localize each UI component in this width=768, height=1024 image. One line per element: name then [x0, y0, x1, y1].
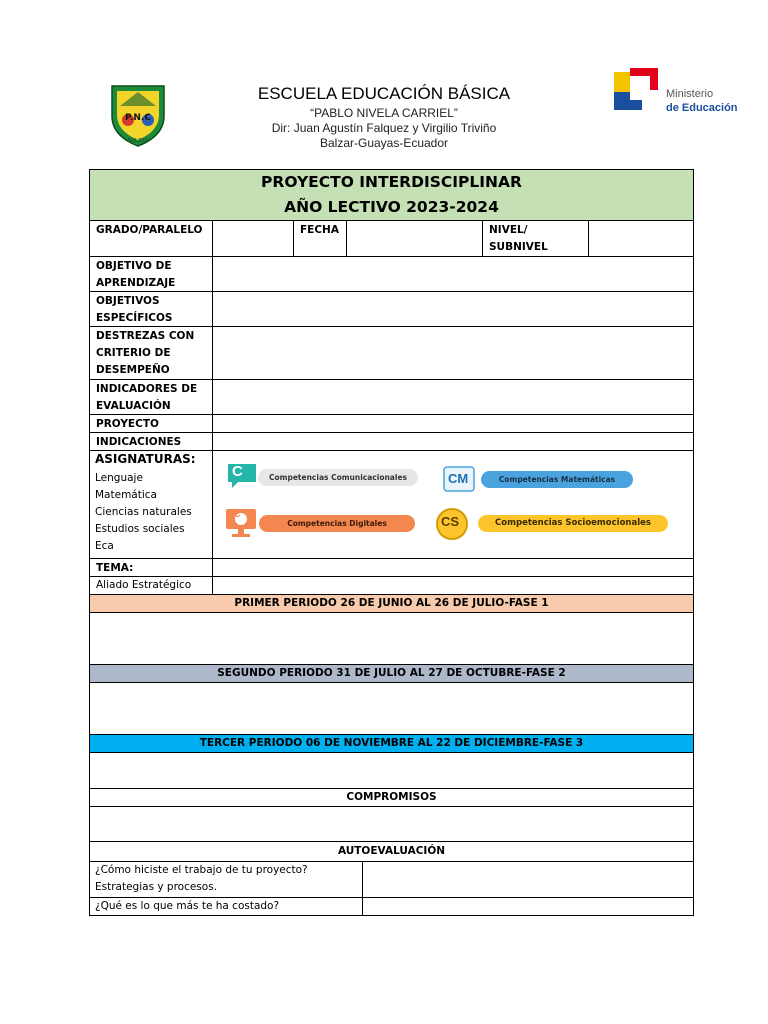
indicaciones-field[interactable] — [212, 432, 694, 451]
fecha-label: FECHA — [293, 220, 347, 257]
matematicas-icon-letters: CM — [448, 471, 469, 486]
pregunta2-label: ¿Qué es lo que más te ha costado? — [89, 897, 363, 916]
especificos-field[interactable] — [212, 291, 694, 327]
asignaturas-list — [95, 470, 192, 555]
grado-field[interactable] — [212, 220, 294, 257]
periodo2-band: SEGUNDO PERIODO 31 DE JULIO AL 27 DE OCTUBRE-FASE 2 — [89, 664, 694, 683]
comunicacionales-icon-letter: C — [232, 463, 243, 480]
grado-label: GRADO/PARALELO — [89, 220, 213, 257]
competencias-socioemocionales: Competencias Socioemocionales — [478, 515, 668, 532]
indicaciones-label: INDICACIONES — [89, 432, 213, 451]
asignatura-item: Estudios sociales — [95, 523, 185, 535]
form-subtitle: AÑO LECTIVO 2023-2024 — [284, 198, 499, 216]
school-name: “PABLO NIVELA CARRIEL” — [310, 106, 458, 120]
director-line: Dir: Juan Agustín Falquez y Virgilio Triviño — [271, 121, 497, 135]
destrezas-line1: DESTREZAS CON — [96, 330, 195, 342]
periodo1-band: PRIMER PERIODO 26 DE JUNIO AL 26 DE JULIO-FASE 1 — [89, 594, 694, 613]
nivel-label-line2: SUBNIVEL — [489, 241, 548, 253]
location-line: Balzar-Guayas-Ecuador — [319, 136, 449, 150]
proyecto-label: PROYECTO — [89, 414, 213, 433]
destrezas-field[interactable] — [212, 326, 694, 380]
objetivo-line1: OBJETIVO DE — [96, 260, 172, 272]
indicadores-line1: INDICADORES DE — [96, 383, 198, 395]
school-logo-caption: BALZAR — [127, 138, 149, 144]
periodo3-band: TERCER PERIODO 06 DE NOVIEMBRE AL 22 DE DICIEMBRE-FASE 3 — [89, 734, 694, 753]
aliado-field[interactable] — [212, 576, 694, 595]
especificos-line2: ESPECÍFICOS — [96, 312, 173, 324]
indicadores-line2: EVALUACIÓN — [96, 400, 171, 412]
asignatura-item: Matemática — [95, 489, 157, 501]
svg-text:P.N.C: P.N.C — [125, 113, 151, 123]
especificos-label — [89, 291, 213, 327]
destrezas-line3: DESEMPEÑO — [96, 364, 170, 376]
tema-label: TEMA: — [89, 558, 213, 577]
asignatura-item: Eca — [95, 540, 114, 552]
competencias-comunicacionales: Competencias Comunicacionales — [258, 469, 418, 486]
ministry-line1: Ministerio — [666, 88, 714, 100]
compromisos-field[interactable] — [89, 806, 694, 842]
nivel-field[interactable] — [588, 220, 694, 257]
digitales-icon — [223, 506, 259, 540]
indicadores-label — [89, 379, 213, 415]
pregunta1-line1: ¿Cómo hiciste el trabajo de tu proyecto? — [95, 864, 308, 876]
pregunta1-label — [89, 861, 363, 898]
tema-field[interactable] — [212, 558, 694, 577]
school-title: ESCUELA EDUCACIÓN BÁSICA — [257, 84, 511, 103]
proyecto-field[interactable] — [212, 414, 694, 433]
periodo1-field[interactable] — [89, 612, 694, 665]
pregunta1-line2: Estrategias y procesos. — [95, 881, 218, 893]
objetivo-line2: APRENDIZAJE — [96, 277, 176, 289]
pregunta1-answer[interactable] — [362, 861, 694, 898]
pregunta2-answer[interactable] — [362, 897, 694, 916]
digitales-icon-letter: C — [234, 509, 241, 519]
competencias-matematicas: Competencias Matemáticas — [481, 471, 633, 488]
socioemocionales-icon-letters: CS — [441, 514, 460, 529]
competencias-digitales: Competencias Digitales — [259, 515, 415, 532]
objetivo-label — [89, 256, 213, 292]
destrezas-label — [89, 326, 213, 380]
form-title: PROYECTO INTERDISCIPLINAR — [261, 173, 522, 191]
aliado-label: Aliado Estratégico — [89, 576, 213, 595]
objetivo-field[interactable] — [212, 256, 694, 292]
autoevaluacion-header: AUTOEVALUACIÓN — [89, 841, 694, 862]
nivel-label-line1: NIVEL/ — [489, 224, 528, 236]
fecha-field[interactable] — [346, 220, 483, 257]
compromisos-header: COMPROMISOS — [89, 788, 694, 807]
asignaturas-title: ASIGNATURAS: — [95, 452, 196, 466]
ministry-logo — [612, 66, 662, 112]
asignatura-item: Ciencias naturales — [95, 506, 192, 518]
ministry-line2: de Educación — [666, 102, 738, 114]
periodo3-field[interactable] — [89, 752, 694, 789]
indicadores-field[interactable] — [212, 379, 694, 415]
nivel-label — [482, 220, 589, 257]
especificos-line1: OBJETIVOS — [96, 295, 160, 307]
periodo2-field[interactable] — [89, 682, 694, 735]
destrezas-line2: CRITERIO DE — [96, 347, 171, 359]
asignatura-item: Lenguaje — [95, 472, 143, 484]
